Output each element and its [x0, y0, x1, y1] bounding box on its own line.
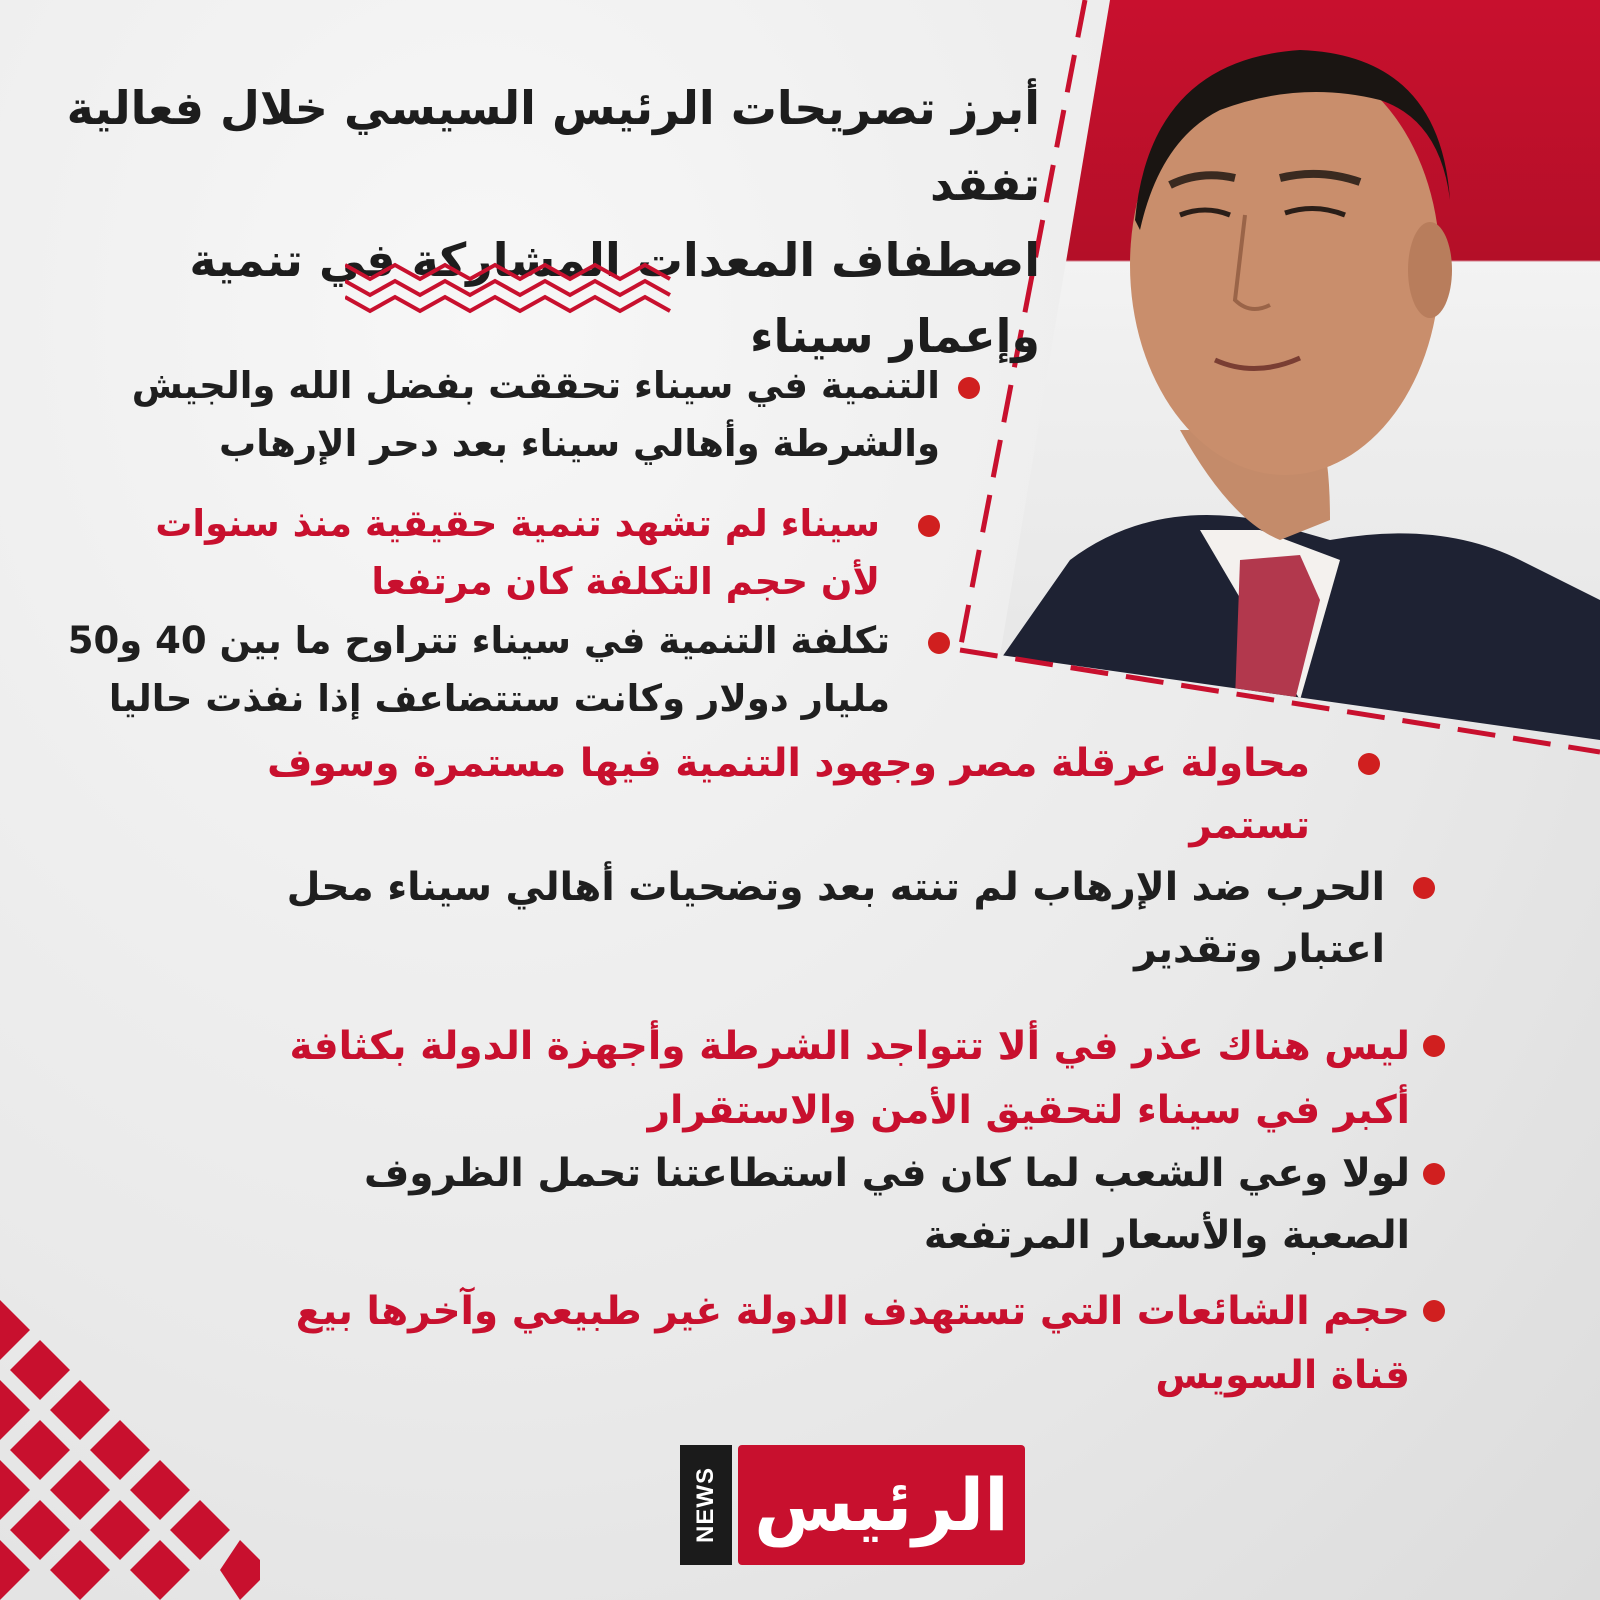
point-5-line-2: اعتبار وتقدير [1134, 927, 1385, 972]
point-8-line-1: حجم الشائعات التي تستهدف الدولة غير طبيعي وآخرها بيع [295, 1289, 1410, 1334]
logo-news-label: NEWS [680, 1445, 732, 1565]
point-5 [45, 857, 1385, 981]
point-5-line-1: الحرب ضد الإرهاب لم تنته بعد وتضحيات أهالي سيناء محل [286, 865, 1385, 910]
point-4-line-2: تستمر [1189, 803, 1310, 848]
point-4 [40, 733, 1310, 857]
point-2-line-1: سيناء لم تشهد تنمية حقيقية منذ سنوات [155, 502, 880, 545]
bullet-dot [918, 515, 940, 537]
bullet-dot [1358, 753, 1380, 775]
point-3 [20, 612, 890, 728]
point-2-line-2: لأن حجم التكلفة كان مرتفعا [371, 560, 880, 603]
point-3-line-1: تكلفة التنمية في سيناء تتراوح ما بين 40 و50 [67, 619, 890, 662]
bullet-dot [1413, 877, 1435, 899]
point-7-line-2: الصعبة والأسعار المرتفعة [923, 1213, 1410, 1258]
point-1 [40, 357, 940, 473]
point-6-line-2: أكبر في سيناء لتحقيق الأمن والاستقرار [647, 1088, 1410, 1133]
point-4-line-1: محاولة عرقلة مصر وجهود التنمية فيها مستمرة وسوف [267, 741, 1310, 786]
logo-name: الرئيس [738, 1445, 1025, 1565]
bullet-dot [1423, 1035, 1445, 1057]
bullet-dot [928, 632, 950, 654]
bullet-dot [1423, 1163, 1445, 1185]
headline-line-2: اصطفاف المعدات المشاركة في تنمية وإعمار سيناء [189, 233, 1040, 363]
point-6-line-1: ليس هناك عذر في ألا تتواجد الشرطة وأجهزة الدولة بكثافة [289, 1024, 1410, 1069]
point-8-line-2: قناة السويس [1155, 1353, 1410, 1398]
bullet-dot [1423, 1300, 1445, 1322]
bullet-dot [958, 377, 980, 399]
point-1-line-2: والشرطة وأهالي سيناء بعد دحر الإرهاب [219, 422, 940, 465]
point-7 [30, 1143, 1410, 1267]
point-2 [20, 495, 880, 611]
headline-line-1: أبرز تصريحات الرئيس السيسي خلال فعالية تفقد [66, 81, 1040, 211]
point-7-line-1: لولا وعي الشعب لما كان في استطاعتنا تحمل الظروف [363, 1151, 1410, 1196]
brand-logo [680, 1445, 1025, 1565]
point-6 [30, 1015, 1410, 1143]
headline [30, 70, 1040, 374]
point-1-line-1: التنمية في سيناء تحققت بفضل الله والجيش [131, 364, 940, 407]
point-3-line-2: مليار دولار وكانت ستتضاعف إذا نفذت حاليا [108, 677, 890, 720]
diamond-pattern [0, 1300, 260, 1600]
zigzag-divider [345, 255, 675, 317]
